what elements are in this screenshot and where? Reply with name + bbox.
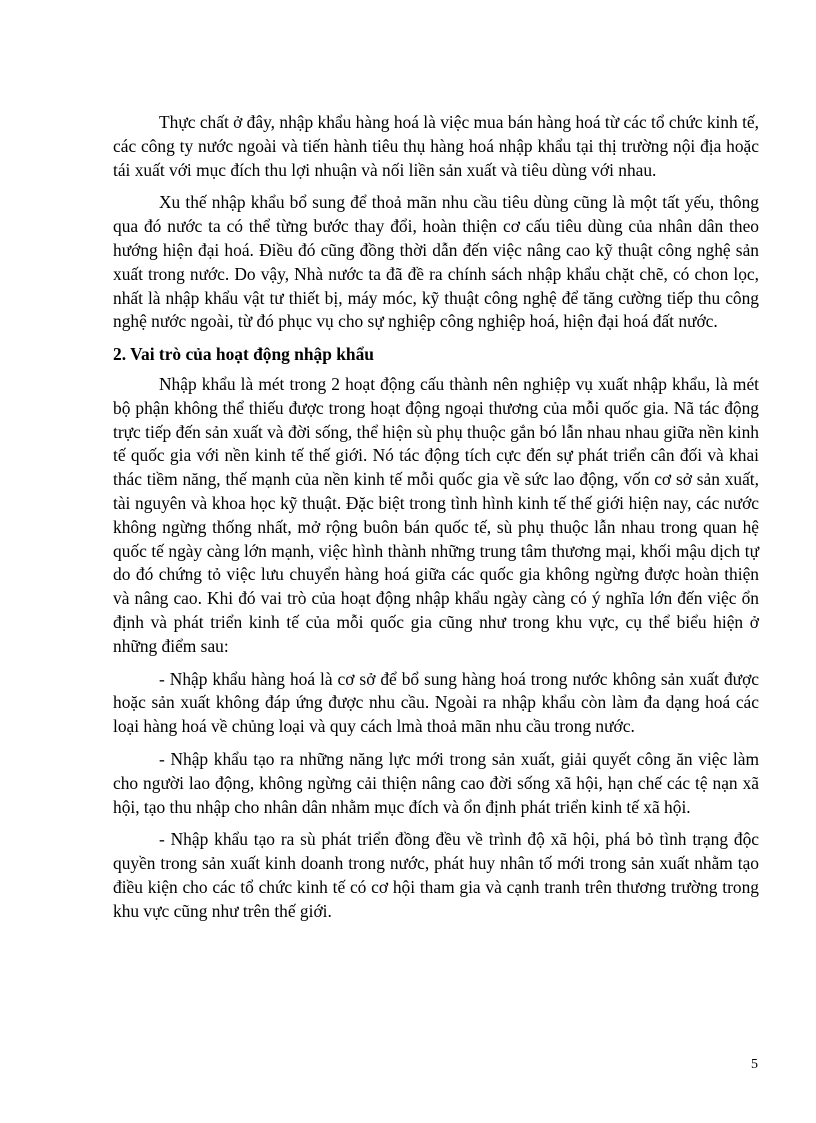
paragraph-bullet-supplement: - Nhập khẩu hàng hoá là cơ sở để bổ sung hàng hoá trong nước không sản xuất được hoặc sản xuất không đáp ứng được nhu cầu. Ngoài ra nhập khẩu còn làm đa dạng hoá các loại hàng hoá về chủng loại và quy cách lmà thoả mãn nhu cầu trong nước. xyxy=(113,668,759,737)
paragraph-import-definition: Thực chất ở đây, nhập khẩu hàng hoá là việc mua bán hàng hoá từ các tổ chức kinh tế, các công ty nước ngoài và tiến hành tiêu thụ hàng hoá nhập khẩu tại thị trường nội địa hoặc tái xuất với mục đích thu lợi nhuận và nối liền sản xuất và tiêu dùng với nhau. xyxy=(113,112,759,180)
paragraph-bullet-capacity: - Nhập khẩu tạo ra những năng lực mới trong sản xuất, giải quyết công ăn việc làm cho người lao động, không ngừng cải thiện nâng cao đời sống xã hội, hạn chế các tệ nạn xã hội, tạo thu nhập cho nhân dân nhằm mục đích và ổn định phát triển kinh tế xã hội. xyxy=(113,748,759,817)
section-heading: 2. Vai trò của hoạt động nhập khẩu xyxy=(113,344,374,365)
paragraph-bullet-development: - Nhập khẩu tạo ra sù phát triển đồng đều về trình độ xã hội, phá bỏ tình trạng độc quyền trong sản xuất kinh doanh trong nước, phát huy nhân tố mới trong sản xuất nhằm tạo điều kiện cho các tổ chức kinh tế có cơ hội tham gia và cạnh tranh trên thương trường trong khu vực cũng như trên thế giới. xyxy=(113,829,759,921)
paragraph-import-role: Nhập khẩu là mét trong 2 hoạt động cấu thành nên nghiệp vụ xuất nhập khẩu, là mét bộ phận không thể thiếu được trong hoạt động ngoại thương của mỗi quốc gia. Nã tác động trực tiếp đến sản xuất và đời sống, thể hiện sù phụ thuộc gắn bó lẫn nhau nhau giữa nền kinh tế quốc gia với nền kinh tế thế giới. Nó tác động tích cực đến sự phát triển cân đối và khai thác tiềm năng, thế mạnh của nền kinh tế mỗi quốc gia về sức lao động, vốn cơ sở sản xuất, tài nguyên và khoa học kỹ thuật. Đặc biệt trong tình hình kinh tế thế giới hiện nay, các nước không ngừng thống nhất, mở rộng buôn bán quốc tế, sù phụ thuộc lẫn nhau trong quan hệ quốc tế ngày càng lớn mạnh, việc hình thành những trung tâm thương mại, khối mậu dịch tự do đó chứng tỏ việc lưu chuyển hàng hoá giữa các quốc gia không ngừng được hoàn thiện và nâng cao. Khi đó vai trò của hoạt động nhập khẩu ngày càng có ý nghĩa lớn đến việc ổn định và phát triển kinh tế của mỗi quốc gia cũng như trong khu vực, cụ thể biểu hiện ở những điểm sau: xyxy=(113,373,759,656)
page-number: 5 xyxy=(751,1057,758,1072)
document-body xyxy=(113,111,759,933)
paragraph-import-trend: Xu thế nhập khẩu bổ sung để thoả mãn nhu cầu tiêu dùng cũng là một tất yếu, thông qua đó nước ta có thể từng bước thay đổi, hoàn thiện cơ cấu tiêu dùng của nhân dân theo hướng hiện đại hoá. Điều đó cũng đồng thời dẫn đến việc nâng cao kỹ thuật công nghệ sản xuất trong nước. Do vậy, Nhà nước ta đã đề ra chính sách nhập khẩu chặt chẽ, có chon lọc, nhất là nhập khẩu vật tư thiết bị, máy móc, kỹ thuật công nghệ để tăng cường tiếp thu công nghệ nước ngoài, từ đó phục vụ cho sự nghiệp công nghiệp hoá, hiện đại hoá đất nước. xyxy=(113,192,759,332)
